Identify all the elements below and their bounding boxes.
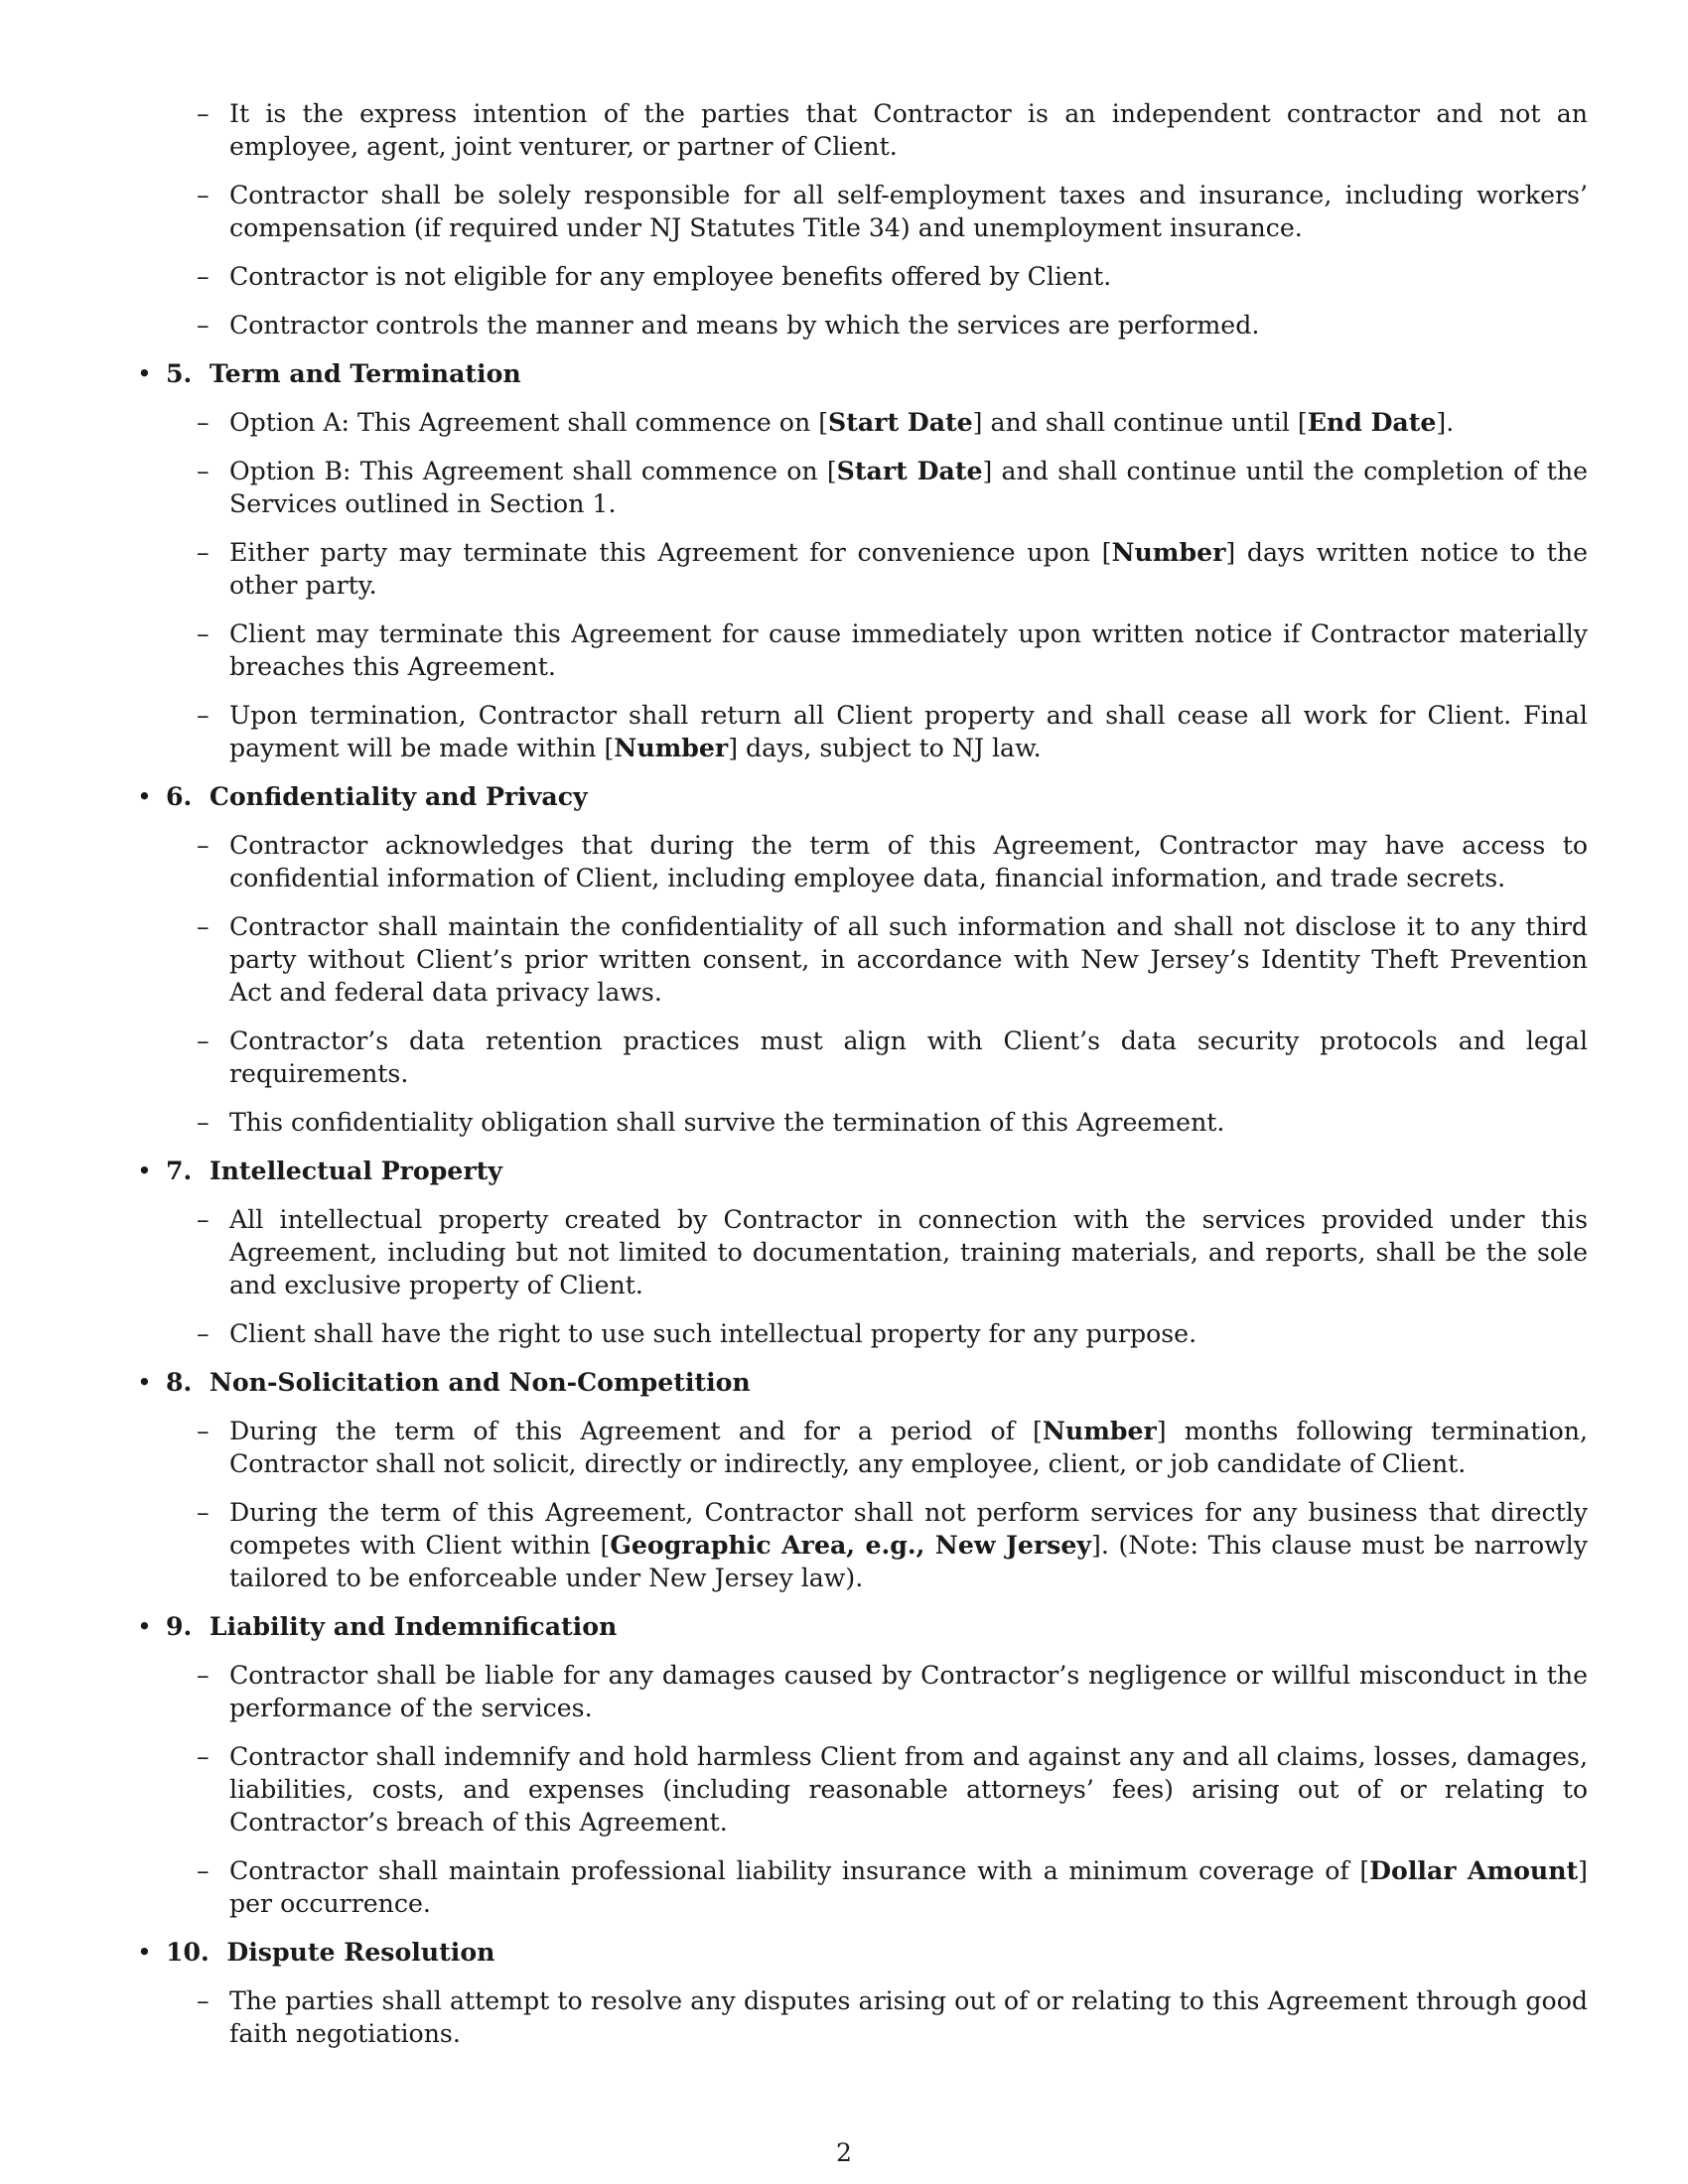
text-run: ] days written notice to the other party. [229,538,1588,600]
text-run: ] per occurrence. [229,1856,1588,1918]
list-item [132,1024,1588,1090]
list-item [132,1106,1588,1139]
text-run: The parties shall attempt to resolve any disputes arising out of or relating to this Agreement through good faith negotiations. [229,1986,1588,2048]
list-item [132,406,1588,439]
list-item [132,536,1588,602]
text-run: Client shall have the right to use such intellectual property for any purpose. [229,1319,1197,1348]
list-item [132,179,1588,244]
text-run: Option A: This Agreement shall commence on [ [229,408,829,437]
placeholder-field: Number [614,733,729,762]
text-run: Client may terminate this Agreement for cause immediately upon written notice if Contractor materially breaches this Agreement. [229,619,1588,681]
text-run: Option B: This Agreement shall commence on [ [229,457,837,485]
section-heading-text: 5. Term and Termination [166,358,521,388]
dash-marker: – [197,262,210,291]
section-heading [132,1366,1588,1399]
text-run: Contractor’s data retention practices must align with Client’s data security protocols and legal requirements. [229,1026,1588,1088]
section-heading-text: 7. Intellectual Property [166,1156,502,1185]
dash-marker: – [197,831,210,860]
dash-marker: – [197,311,210,340]
dash-marker: – [197,1986,210,2015]
dash-marker: – [197,1108,210,1137]
text-run: Contractor shall be liable for any damages caused by Contractor’s negligence or willful misconduct in the performance of the services. [229,1661,1588,1722]
text-run: Contractor shall indemnify and hold harmless Client from and against any and all claims, losses, damages, liabilities, costs, and expenses (including reasonable attorneys’ fees) arising out of or relating to Contractor’s breach of this Agreement. [229,1742,1588,1837]
dash-marker: – [197,181,210,209]
dash-marker: – [197,1856,210,1885]
list-item [132,97,1588,163]
text-run: Contractor controls the manner and means by which the services are performed. [229,311,1260,340]
page-number: 2 [836,2138,852,2167]
text-run: ] days, subject to NJ law. [728,734,1042,762]
text-run: During the term of this Agreement, Contractor shall not perform services for any business that directly competes with Client within [ [229,1498,1588,1560]
list-item [132,829,1588,894]
text-run: It is the express intention of the parties that Contractor is an independent contractor and not an employee, agent, joint venturer, or partner of Client. [229,99,1588,161]
section-heading-text: 10. Dispute Resolution [166,1937,495,1967]
placeholder-field: Geographic Area, e.g., New Jersey [610,1530,1091,1560]
text-run: ] and shall continue until [ [972,408,1308,437]
bullet-marker: • [137,359,152,388]
section-heading-text: 9. Liability and Indemnification [166,1611,618,1641]
dash-marker: – [197,912,210,941]
list-item [132,1740,1588,1839]
dash-marker: – [197,99,210,128]
list-item [132,1984,1588,2050]
section-heading [132,357,1588,390]
dash-marker: – [197,457,210,485]
text-run: During the term of this Agreement and for a period of [ [229,1417,1043,1445]
text-run: ]. (Note: This clause must be narrowly tailored to be enforceable under New Jersey law). [229,1531,1588,1592]
section [132,1610,1588,1920]
section [132,1936,1588,2050]
placeholder-field: Start Date [836,456,983,485]
section-heading [132,780,1588,813]
dash-marker: – [197,538,210,567]
text-run: ] and shall continue until the completion of the Services outlined in Section 1. [229,457,1588,518]
dash-marker: – [197,1661,210,1690]
dash-marker: – [197,1205,210,1234]
bullet-marker: • [137,1368,152,1397]
text-run: This confidentiality obligation shall survive the termination of this Agreement. [229,1108,1225,1137]
list-item [132,699,1588,764]
section [132,780,1588,1139]
bullet-marker: • [137,1938,152,1967]
section-heading-text: 6. Confidentiality and Privacy [166,781,588,811]
list-item [132,1659,1588,1724]
text-run: Upon termination, Contractor shall return all Client property and shall cease all work for Client. Final payment will be made within [ [229,701,1588,762]
sections-list [132,357,1588,2050]
list-item [132,617,1588,683]
dash-marker: – [197,1498,210,1527]
bullet-marker: • [137,1612,152,1641]
dash-marker: – [197,1319,210,1348]
placeholder-field: Number [1111,537,1226,567]
list-item [132,1203,1588,1301]
list-item [132,309,1588,341]
text-run: Contractor shall maintain professional liability insurance with a minimum coverage of [ [229,1856,1370,1885]
text-run: ] months following termination, Contractor shall not solicit, directly or indirectly, any employee, client, or job candidate of Client. [229,1417,1588,1478]
text-run: Either party may terminate this Agreement for convenience upon [ [229,538,1112,567]
section-heading [132,1936,1588,1969]
text-run: ]. [1436,408,1455,437]
dash-marker: – [197,408,210,437]
dash-marker: – [197,1417,210,1445]
list-item [132,1415,1588,1480]
list-item [132,1854,1588,1920]
section-heading [132,1610,1588,1643]
placeholder-field: Start Date [828,407,973,437]
document-body [132,97,1588,2066]
section-heading [132,1155,1588,1187]
list-item [132,910,1588,1009]
list-item [132,455,1588,520]
placeholder-field: End Date [1307,407,1437,437]
bullet-marker: • [137,1157,152,1185]
section [132,357,1588,764]
dash-marker: – [197,619,210,648]
continued-list [132,97,1588,341]
text-run: Contractor is not eligible for any employee benefits offered by Client. [229,262,1112,291]
section [132,1155,1588,1350]
placeholder-field: Dollar Amount [1369,1855,1579,1885]
dash-marker: – [197,701,210,730]
list-item [132,260,1588,293]
text-run: Contractor acknowledges that during the term of this Agreement, Contractor may have access to confidential information of Client, including employee data, financial information, and trade secrets. [229,831,1588,892]
section-heading-text: 8. Non-Solicitation and Non-Competition [166,1367,751,1397]
bullet-marker: • [137,782,152,811]
placeholder-field: Number [1042,1416,1157,1445]
list-item [132,1317,1588,1350]
text-run: Contractor shall be solely responsible for all self-employment taxes and insurance, including workers’ compensation (if required under NJ Statutes Title 34) and unemployment insurance. [229,181,1588,242]
text-run: Contractor shall maintain the confidentiality of all such information and shall not disclose it to any third party without Client’s prior written consent, in accordance with New Jersey’s Identity Theft Prevention Act and federal data privacy laws. [229,912,1588,1007]
section [132,1366,1588,1594]
list-item [132,1496,1588,1594]
dash-marker: – [197,1742,210,1771]
dash-marker: – [197,1026,210,1055]
text-run: All intellectual property created by Contractor in connection with the services provided under this Agreement, including but not limited to documentation, training materials, and reports, shall be the sole and exclusive property of Client. [229,1205,1588,1299]
